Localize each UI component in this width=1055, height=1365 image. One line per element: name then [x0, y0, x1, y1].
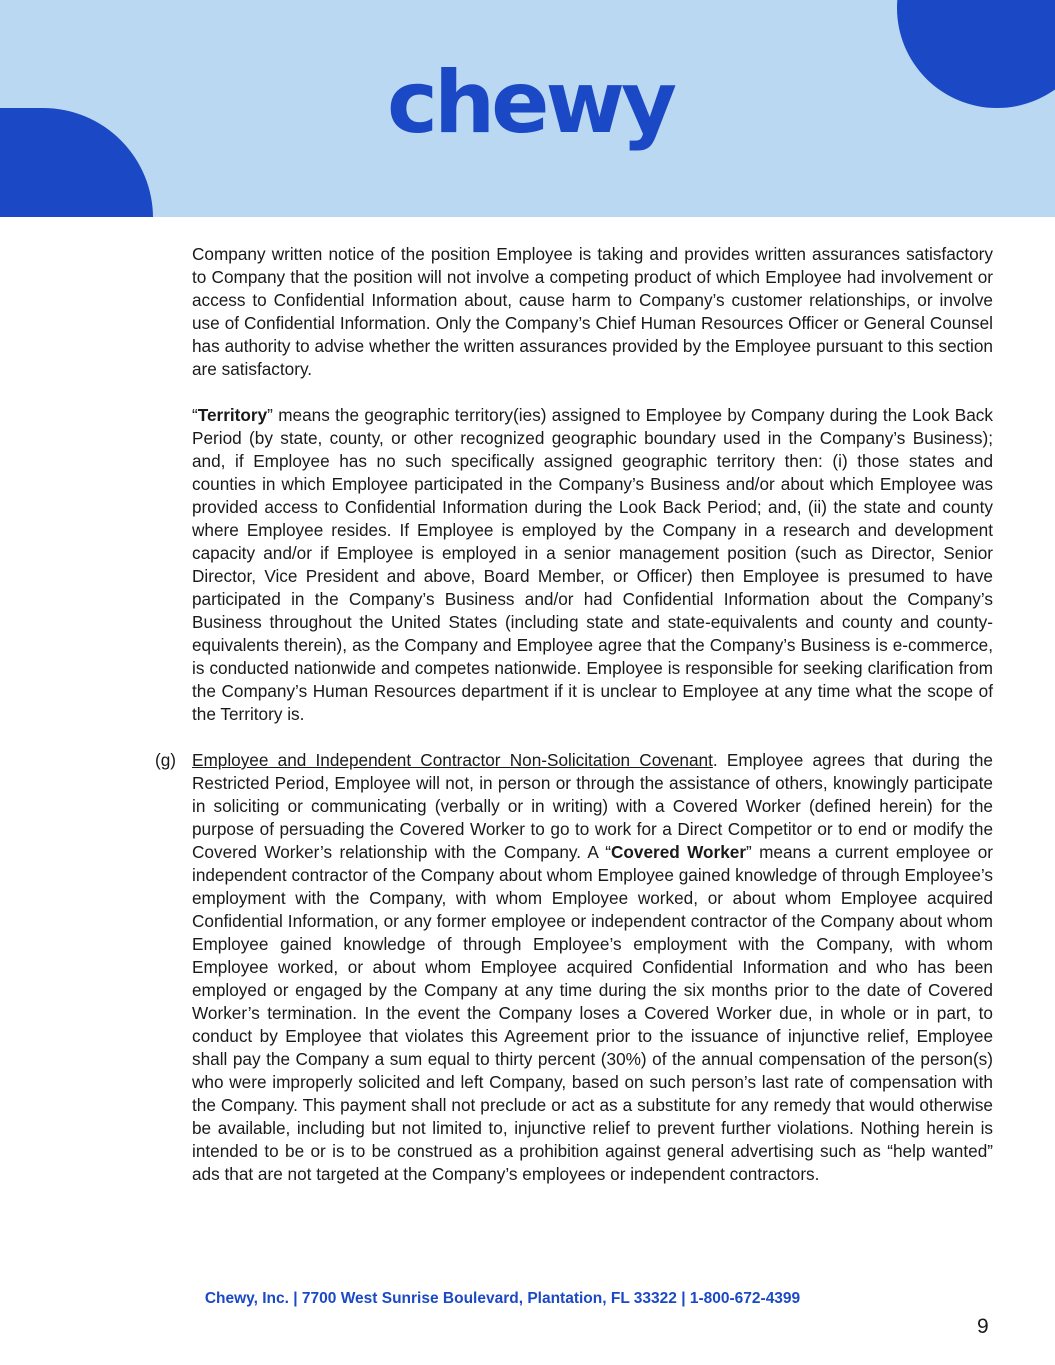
footer-address-text: Chewy, Inc. | 7700 West Sunrise Boulevard, Plantation, FL 33322 | 1-800-672-4399	[204, 1290, 801, 1307]
section-g-text-2: ” means a current employee or independent contractor of the Company about whom Employee gained knowledge of through Employee’s employment with the Company, with whom Employee worked, or about whom Employee acquired Confidential Information, or any former employee or independent contractor of the Company about whom Employee gained knowledge of through Employee’s employment with the Company, with whom Employee worked, or about whom Employee acquired Confidential Information and who has been employed or engaged by the Company at any time during the six months prior to the date of Covered Worker’s termination. In the event the Company loses a Covered Worker due, in whole or in part, to conduct by Employee that violates this Agreement prior to the issuance of injunctive relief, Employee shall pay the Company a sum equal to thirty percent (30%) of the annual compensation of the person(s) who were improperly solicited and left Company, based on such person’s last rate of compensation with the Company. This payment shall not preclude or act as a substitute for any remedy that would otherwise be available, including but not limited to, injunctive relief to prevent further violations. Nothing herein is intended to be or is to be construed as a prohibition against general advertising such as “help wanted” ads that are not targeted at the Company’s employees or independent contractors.	[192, 842, 993, 1184]
decorative-circle-top-right	[897, 0, 1055, 108]
footer-address	[0, 1290, 1055, 1308]
section-g-title: Employee and Independent Contractor Non-Solicitation Covenant	[192, 750, 713, 770]
decorative-shape-bottom-left	[0, 108, 153, 217]
territory-term: Territory	[197, 405, 268, 425]
section-g	[155, 749, 993, 1186]
document-body	[155, 243, 993, 1209]
page-number: 9	[977, 1315, 989, 1338]
paragraph-non-solicitation	[192, 749, 993, 1186]
section-g-label: (g)	[155, 750, 177, 770]
section-g-text-1: . Employee agrees that during the Restricted Period, Employee will not, in person or through the assistance of others, knowingly participate in soliciting or communicating (verbally or in writing) with a Covered Worker (defined herein) for the purpose of persuading the Covered Worker to go to work for a Direct Competitor or to end or modify the Covered Worker’s relationship with the Company. A “	[192, 750, 993, 862]
paragraph-territory	[192, 404, 993, 726]
chewy-logo	[380, 52, 680, 162]
territory-definition: ” means the geographic territory(ies) assigned to Employee by Company during the Look Back Period (by state, county, or other recognized geographic boundary used in the Company’s Business); and, if Employee has no such specifically assigned geographic territory then: (i) those states and counties in which Employee participated in the Company’s Business and/or about which Employee was provided access to Confidential Information during the Look Back Period; and, (ii) the state and county where Employee resides. If Employee is employed by the Company in a research and development capacity and/or if Employee is employed in a senior management position (such as Director, Senior Director, Vice President and above, Board Member, or Officer) then Employee is presumed to have participated in the Company’s Business and/or had Confidential Information about the Company’s Business throughout the United States (including state and state-equivalents and county and county-equivalents therein), as the Company and Employee agree that the Company’s Business is e-commerce, is conducted nationwide and competes nationwide. Employee is responsible for seeking clarification from the Company’s Human Resources department if it is unclear to Employee at any time what the scope of the Territory is.	[192, 405, 993, 724]
header-banner	[0, 0, 1055, 217]
covered-worker-term: Covered Worker	[610, 842, 747, 862]
territory-open-quote: “	[192, 405, 198, 425]
paragraph-assurances: Company written notice of the position Employee is taking and provides written assurances satisfactory to Company that the position will not involve a competing product of which Employee had involvement or access to Confidential Information about, cause harm to Company’s customer relationships, or involve use of Confidential Information. Only the Company’s Chief Human Resources Officer or General Counsel has authority to advise whether the written assurances provided by the Employee pursuant to this section are satisfactory.	[192, 244, 993, 379]
svg-text:chewy: chewy	[386, 53, 674, 153]
